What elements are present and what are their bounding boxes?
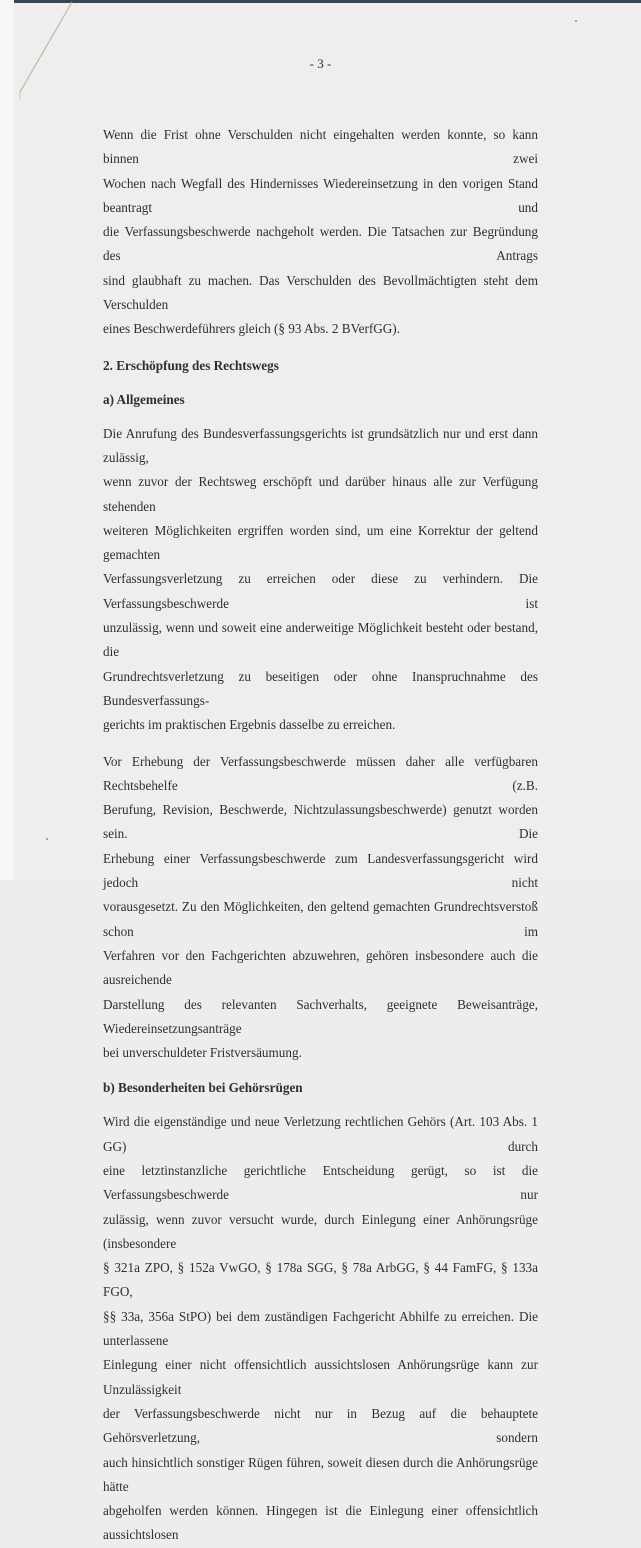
subsection-heading-a: a) Allgemeines xyxy=(103,391,185,407)
paragraph-1 xyxy=(103,123,538,342)
text-line: Darstellung des relevanten Sachverhalts, geeignete Beweisanträge, Wiedereinsetzungsanträge xyxy=(103,996,538,1036)
text-line: abgeholfen werden können. Hingegen ist die Einlegung einer offensichtlich aussichtslosen xyxy=(103,1503,538,1543)
text-line: die Verfassungsbeschwerde nachgeholt werden. Die Tatsachen zur Begründung des Antrags xyxy=(103,224,538,264)
text-line: Wird die eigenständige und neue Verletzung rechtlichen Gehörs (Art. 103 Abs. 1 GG) durch xyxy=(103,1114,538,1154)
text-line: Erhebung einer Verfassungsbeschwerde zum Landesverfassungsgericht wird jedoch nicht xyxy=(103,850,538,891)
text-line: zulässig, wenn zuvor versucht wurde, durch Einlegung einer Anhörungsrüge (insbesondere xyxy=(103,1211,538,1251)
folded-corner-mark xyxy=(0,0,80,100)
text-line: auch hinsichtlich sonstiger Rügen führen, soweit diesen durch die Anhörungsrüge hätte xyxy=(103,1454,538,1494)
text-line: §§ 33a, 356a StPO) bei dem zuständigen Fachgericht Abhilfe zu erreichen. Die unterlassene xyxy=(103,1308,538,1349)
page-edge xyxy=(0,0,14,880)
page-number: - 3 - xyxy=(309,56,332,71)
scanner-edge xyxy=(0,0,641,3)
paragraph-2 xyxy=(103,422,538,738)
text-line: Wochen nach Wegfall des Hindernisses Wiedereinsetzung in den vorigen Stand beantragt und xyxy=(103,175,538,215)
text-line: Berufung, Revision, Beschwerde, Nichtzulassungsbeschwerde) genutzt worden sein. Die xyxy=(103,802,538,842)
text-line: eines Beschwerdeführers gleich (§ 93 Abs. 2 BVerfGG). xyxy=(103,321,400,337)
text-line: Vor Erhebung der Verfassungsbeschwerde müssen daher alle verfügbaren Rechtsbehelfe (z.B. xyxy=(103,753,538,793)
section-heading: 2. Erschöpfung des Rechtswegs xyxy=(103,357,279,373)
document-body xyxy=(103,123,538,1548)
text-line: sind glaubhaft zu machen. Das Verschulden des Bevollmächtigten steht dem Verschulden xyxy=(103,272,538,313)
text-line: der Verfassungsbeschwerde nicht nur in Bezug auf die behauptete Gehörsverletzung, sondern xyxy=(103,1405,538,1446)
speck xyxy=(575,20,577,22)
paragraph-3 xyxy=(103,750,538,1066)
text-line: Die Anrufung des Bundesverfassungsgerichts ist grundsätzlich nur und erst dann zulässig, xyxy=(103,425,538,465)
text-line: Grundrechtsverletzung zu beseitigen oder ohne Inanspruchnahme des Bundesverfassungs- xyxy=(103,668,538,708)
text-line: eine letztinstanzliche gerichtliche Entscheidung gerügt, so ist die Verfassungsbeschwerde nur xyxy=(103,1162,538,1203)
text-line: Einlegung einer nicht offensichtlich aussichtslosen Anhörungsrüge kann zur Unzulässigkeit xyxy=(103,1357,538,1397)
speck xyxy=(46,838,48,840)
text-line: gerichts im praktischen Ergebnis dasselbe zu erreichen. xyxy=(103,717,396,733)
text-line: Verfassungsverletzung zu erreichen oder diese zu verhindern. Die Verfassungsbeschwerde ist xyxy=(103,571,538,611)
text-line: wenn zuvor der Rechtsweg erschöpft und darüber hinaus alle zur Verfügung stehenden xyxy=(103,474,538,514)
text-line: bei unverschuldeter Fristversäumung. xyxy=(103,1045,302,1061)
text-line: unzulässig, wenn und soweit eine anderweitige Möglichkeit besteht oder bestand, die xyxy=(103,620,538,660)
text-line: vorausgesetzt. Zu den Möglichkeiten, den geltend gemachten Grundrechtsverstoß schon im xyxy=(103,899,538,939)
text-line: Wenn die Frist ohne Verschulden nicht eingehalten werden konnte, so kann binnen zwei xyxy=(103,127,538,167)
text-line: Verfahren vor den Fachgerichten abzuwehren, gehören insbesondere auch die ausreichende xyxy=(103,947,538,988)
paragraph-4 xyxy=(103,1110,538,1547)
text-line: § 321a ZPO, § 152a VwGO, § 178a SGG, § 78a ArbGG, § 44 FamFG, § 133a FGO, xyxy=(103,1260,538,1300)
text-line: weiteren Möglichkeiten ergriffen worden sind, um eine Korrektur der geltend gemachten xyxy=(103,522,538,563)
subsection-heading-b: b) Besonderheiten bei Gehörsrügen xyxy=(103,1080,303,1096)
